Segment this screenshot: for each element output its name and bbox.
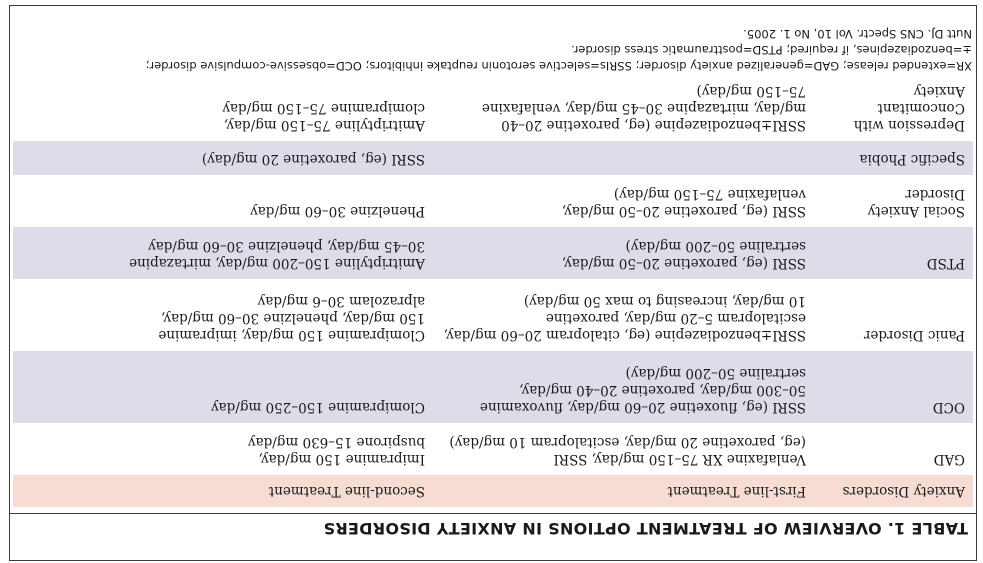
cell-line: Imipramine 150 mg/day,: [258, 451, 425, 467]
table-row: [13, 423, 973, 475]
second-line-cell: [15, 292, 425, 351]
table-title: TABLE 1. OVERVIEW OF TREATMENT OPTIONS IN ANXIETY DISORDERS: [323, 519, 968, 538]
footnote-line: ±=benzodiazepines, if required; PTSD=posttraumatic stress disorder.: [571, 43, 972, 57]
header-first-line-treatment: First-line Treatment: [667, 483, 806, 499]
cell-line: 150 mg/day, phenelzine 30–60 mg/day,: [160, 310, 425, 326]
cell-line: escitalopram 5–20 mg/day, paroxetine: [545, 310, 806, 326]
cell-line: Venlafaxine XR 75–150 mg/day, SSRI: [553, 451, 806, 467]
first-line-cell: [426, 364, 806, 423]
disorder-cell: [809, 82, 965, 141]
second-line-cell: [15, 237, 425, 279]
cell-line: Panic Disorder: [863, 327, 965, 343]
header-second-line-treatment: Second-line Treatment: [268, 483, 425, 499]
table-row: [13, 175, 973, 227]
cell-line: Clomipramine 150 mg/day, imipramine: [158, 327, 425, 343]
table-row: [13, 227, 973, 279]
second-line-cell: [15, 398, 425, 423]
first-line-cell: [426, 292, 806, 351]
disorder-cell: [809, 185, 965, 227]
second-line-cell: [15, 150, 425, 175]
cell-line: 30–45 mg/day, phenelzine 30–60 mg/day: [148, 238, 425, 254]
first-line-cell: [426, 185, 806, 227]
cell-line: mg/day, mirtazapine 30–45 mg/day, venlafaxine: [481, 100, 806, 116]
table-row: [13, 141, 973, 175]
table-header-row: [13, 475, 973, 507]
disorder-cell: [809, 326, 965, 351]
cell-line: (eg, paroxetine 20 mg/day, escitalopram 10 mg/day): [449, 434, 806, 450]
cell-line: Clomipramine 150–250 mg/day: [210, 399, 425, 415]
table-body: [13, 69, 973, 507]
first-line-cell: [426, 433, 806, 475]
cell-line: Amitriptyline 150–200 mg/day, mirtazapine: [129, 255, 425, 271]
disorder-cell: [809, 150, 965, 175]
first-line-cell: [426, 167, 806, 175]
table-row: [13, 351, 973, 423]
cell-line: SSRI (eg, fluoxetine 20–60 mg/day, fluvoxamine: [479, 399, 806, 415]
footnote-line: XR=extended release; GAD=generalized anxiety disorder; SSRIs=selective serotonin reuptake inhibitors; OCD=obsessive-compulsive disorder;: [145, 59, 972, 73]
disorder-cell: [809, 398, 965, 423]
disorder-cell: [809, 254, 965, 279]
cell-line: SSRI (eg, paroxetine 20 mg/day): [201, 151, 425, 167]
cell-line: SSRI (eg, paroxetine 20–50 mg/day,: [561, 255, 806, 271]
disorder-cell: [809, 450, 965, 475]
second-line-cell: [15, 202, 425, 227]
cell-line: SSRI±benzodiazepine (eg, citalopram 20–60 mg/day,: [443, 327, 806, 343]
first-line-cell: [426, 82, 806, 141]
cell-line: Social Anxiety: [867, 203, 965, 219]
cell-line: 75–150 mg/day): [696, 83, 806, 99]
cell-line: clomipramine 75–150 mg/day: [222, 100, 425, 116]
title-divider: [10, 513, 976, 514]
cell-line: 10 mg/day, increasing to max 50 mg/day): [523, 293, 806, 309]
cell-line: 50–300 mg/day, paroxetine 20–40 mg/day,: [519, 382, 806, 398]
cell-line: Disorder: [905, 186, 965, 202]
cell-line: alprazolam 30–6 mg/day: [257, 293, 425, 309]
cell-line: Anxiety: [913, 83, 965, 99]
cell-line: PTSD: [926, 255, 965, 271]
cell-line: OCD: [932, 399, 965, 415]
cell-line: SSRI (eg, paroxetine 20–50 mg/day,: [561, 203, 806, 219]
table-row: [13, 69, 973, 141]
cell-line: GAD: [933, 451, 965, 467]
table-row: [13, 279, 973, 351]
table-footnotes: [12, 26, 972, 74]
second-line-cell: [15, 433, 425, 475]
header-anxiety-disorders: Anxiety Disorders: [842, 483, 965, 499]
cell-line: sertraline 50–200 mg/day): [625, 365, 806, 381]
second-line-cell: [15, 99, 425, 141]
cell-line: Concomitant: [877, 100, 965, 116]
cell-line: SSRI±benzodiazepine (eg, paroxetine 20–40: [501, 117, 806, 133]
cell-line: Specific Phobia: [859, 151, 965, 167]
cell-line: buspirone 15–630 mg/day: [247, 434, 425, 450]
footnote-line: Nutt DJ. CNS Spectr. Vol 10, No 1. 2005.: [743, 27, 972, 41]
cell-line: sertraline 50–200 mg/day): [625, 238, 806, 254]
cell-line: Amitriptyline 75–150 mg/day,: [223, 117, 425, 133]
cell-line: Depression with: [853, 117, 965, 133]
table-frame: [9, 5, 977, 561]
first-line-cell: [426, 237, 806, 279]
cell-line: Phenelzine 30–60 mg/day: [250, 203, 425, 219]
cell-line: venlafaxine 75–150 mg/day): [613, 186, 806, 202]
